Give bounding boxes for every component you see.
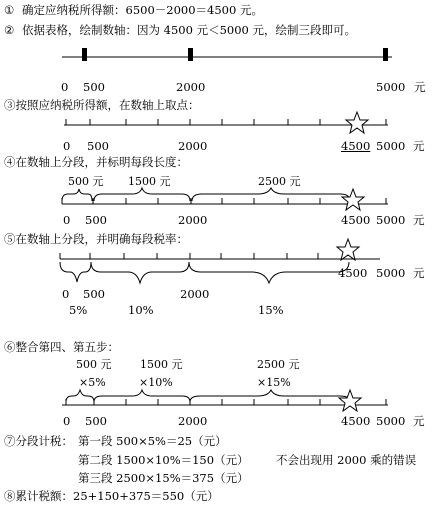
axis4-label-0: 0: [62, 287, 70, 301]
axis5-seg2-amount: 1500 元: [140, 358, 183, 371]
step8-text: ⑧累计税额：25+150+375＝550（元）: [4, 489, 219, 503]
axis3-brace-label-2500: 2500 元: [258, 175, 301, 188]
brace-3: [190, 390, 350, 402]
axis5-seg3-amount: 2500 元: [257, 358, 300, 371]
axis3-label-0: 0: [63, 213, 71, 227]
axis3-label-5000: 5000: [376, 213, 406, 227]
axis5-label-4500: 4500: [341, 414, 371, 428]
step7-row-1: 第一段 500×5%＝25（元）: [78, 434, 227, 448]
axis1-label-0: 0: [61, 80, 69, 94]
axis2-label-5000: 5000: [376, 139, 406, 153]
axis1-label-500: 500: [83, 80, 105, 94]
step7-row-2: 第二段 1500×10%＝150（元）: [78, 453, 249, 467]
axis4-label-4500: 4500: [338, 266, 368, 280]
axis1-label-5000: 5000: [376, 80, 406, 94]
axis3-label-500: 500: [85, 213, 107, 227]
step3-text: ③按照应纳税所得额，在数轴上取点：: [4, 98, 200, 112]
axis2-label-2000: 2000: [178, 139, 208, 153]
step2-text: 依据表格，绘制数轴：因为 4500 元＜5000 元，绘制三段即可。: [22, 23, 356, 37]
axis3-brace-label-1500: 1500 元: [128, 175, 171, 188]
step6-text: ⑥整合第四、第五步：: [4, 340, 119, 354]
axis4-label-2000: 2000: [180, 287, 210, 301]
axis1-unit: 元: [414, 80, 426, 94]
star-icon: [339, 390, 361, 411]
rate-15: 15%: [258, 303, 284, 317]
axis5-unit: 元: [413, 414, 425, 428]
step7-note: 不会出现用 2000 乘的错误: [276, 453, 417, 467]
axis5-seg1-rate: ×5%: [79, 376, 106, 389]
axis5-label-2000: 2000: [178, 414, 208, 428]
rate-10: 10%: [128, 303, 154, 317]
axis5-label-500: 500: [85, 414, 107, 428]
step7-title: ⑦分段计税：: [4, 434, 73, 448]
axis4-label-500: 500: [83, 287, 105, 301]
brace-1: [66, 390, 94, 402]
axis4-unit: 元: [413, 266, 425, 280]
axis2-label-0: 0: [63, 139, 71, 153]
axis5-label-5000: 5000: [376, 414, 406, 428]
axis4-label-5000: 5000: [376, 266, 406, 280]
step1-text: 确定应纳税所得额：6500－2000＝4500 元。: [22, 3, 263, 17]
axis1-label-2000: 2000: [176, 80, 206, 94]
step5-text: ⑤在数轴上分段，并明确每段税率：: [4, 232, 188, 246]
axis2-label-4500: 4500: [341, 139, 371, 153]
axis3-brace-label-500: 500 元: [68, 175, 104, 188]
step4-text: ④在数轴上分段，并标明每段长度：: [4, 155, 188, 169]
brace-2: [94, 390, 190, 402]
rate-5: 5%: [69, 303, 88, 317]
axis2-label-500: 500: [87, 139, 109, 153]
step2-marker: ②: [4, 23, 15, 37]
step7-row-3: 第三段 2500×15%＝375（元）: [78, 471, 249, 485]
axis3-unit: 元: [413, 213, 425, 227]
axis5-seg1-amount: 500 元: [76, 358, 112, 371]
axis3-label-4500: 4500: [341, 213, 371, 227]
axis5-seg3-rate: ×15%: [257, 376, 291, 389]
axis3-label-2000: 2000: [178, 213, 208, 227]
axis5-seg2-rate: ×10%: [139, 376, 173, 389]
axis5-label-0: 0: [63, 414, 71, 428]
axis2-unit: 元: [413, 139, 425, 153]
step1-marker: ①: [4, 3, 15, 17]
